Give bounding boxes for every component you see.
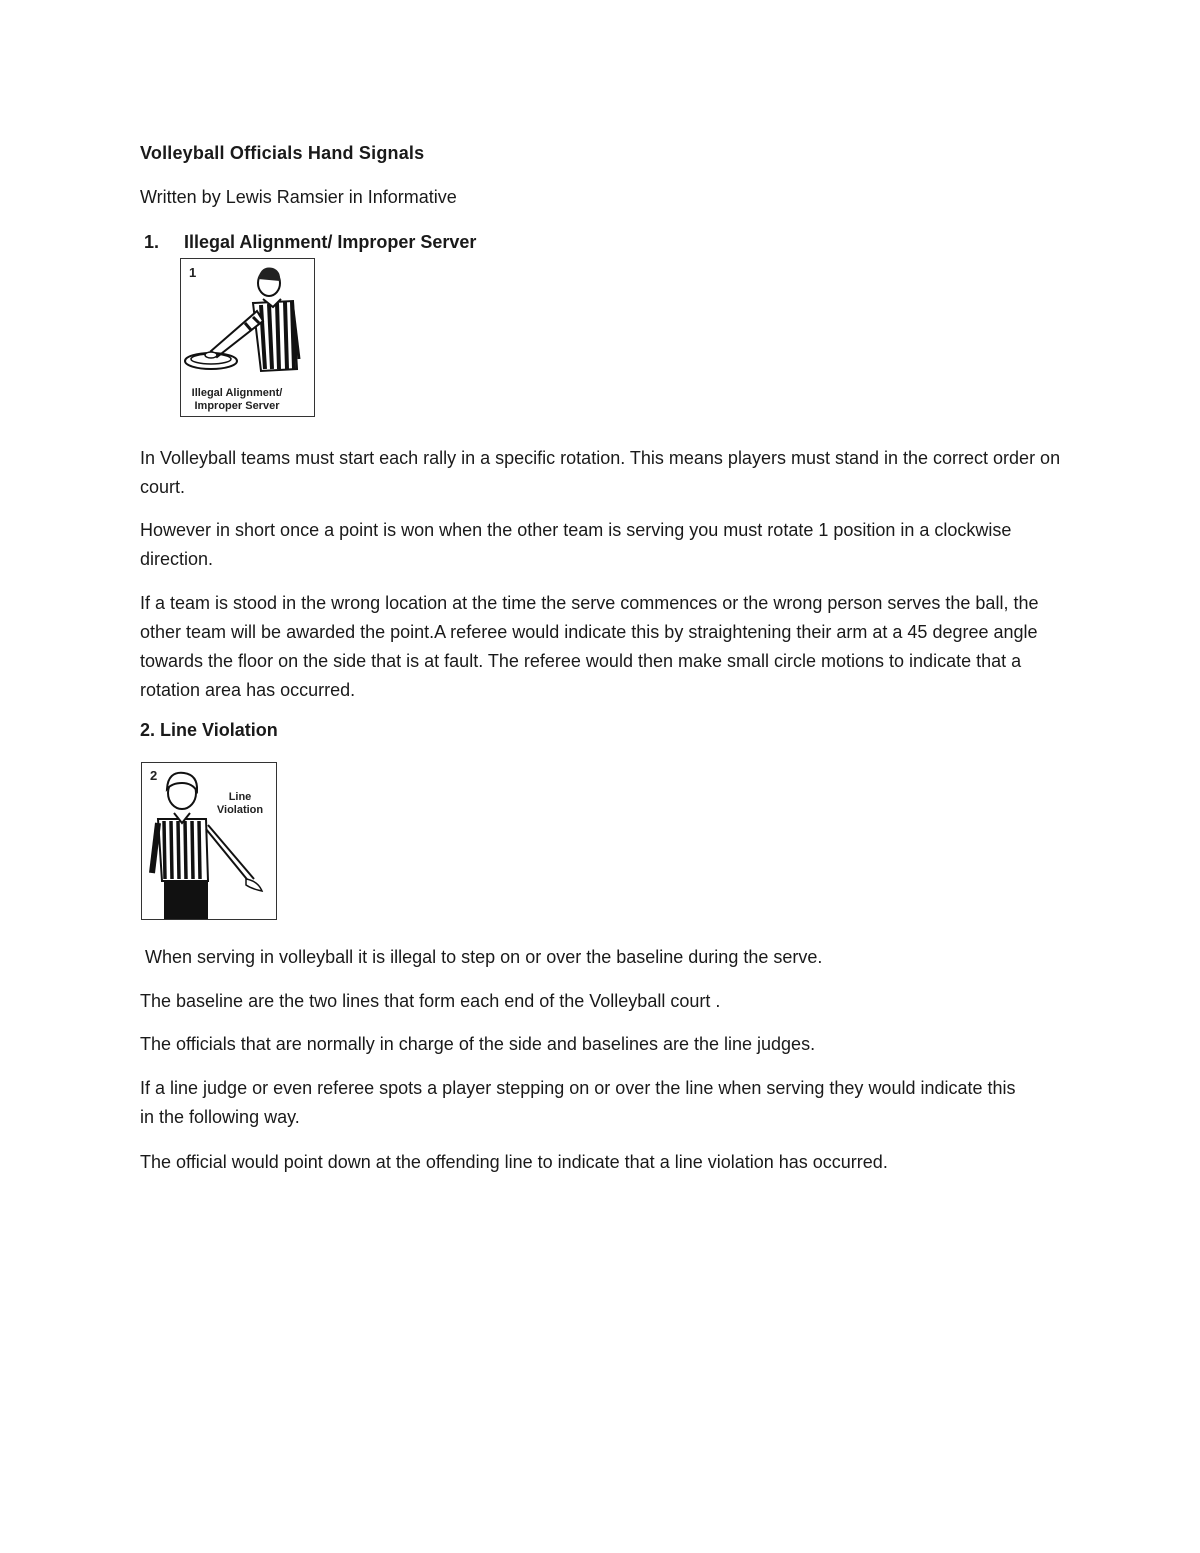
referee-line-violation-illustration [142,763,276,919]
line-violation-figure [141,762,277,920]
figure-1-number: 1 [189,265,197,280]
section-1-number: 1. [144,232,160,252]
section-1-title: Illegal Alignment/ Improper Server [184,232,477,252]
section-2-paragraph-4: If a line judge or even referee spots a player stepping on or over the line when serving they would indicate this in the following way. [140,1078,1016,1127]
section-2-paragraph-1: When serving in volleyball it is illegal to step on or over the baseline during the serve. [140,947,823,967]
document-title: Volleyball Officials Hand Signals [140,143,425,163]
figure-2-caption [212,791,268,817]
section-2-heading: 2. Line Violation [140,720,278,740]
section-1-heading [144,232,476,253]
byline: Written by Lewis Ramsier in Informative [140,187,457,207]
figure-1-caption [187,387,287,413]
figure-2-caption-line2: Violation [216,804,264,816]
section-2-paragraph-2: The baseline are the two lines that form each end of the Volleyball court . [140,991,721,1011]
section-2-paragraph-5: The official would point down at the offending line to indicate that a line violation has occurred. [140,1152,888,1172]
figure-1-caption-line2: Improper Server [194,400,280,412]
section-1-paragraph-2: However in short once a point is won when the other team is serving you must rotate 1 position in a clockwise direction. [140,520,1012,569]
figure-1-caption-line1: Illegal Alignment/ [191,387,283,399]
figure-2-number: 2 [150,768,158,783]
figure-2-caption-line1: Line [228,791,252,803]
section-1-paragraph-3: If a team is stood in the wrong location at the time the serve commences or the wrong person serves the ball, the other team will be awarded the point.A referee would indicate this by straightening their arm at a 45 degree angle towards the floor on the side that is at fault. The referee would then make small circle motions to indicate that a rotation area has occurred. [140,593,1039,700]
section-2-paragraph-3: The officials that are normally in charge of the side and baselines are the line judges. [140,1034,816,1054]
illegal-alignment-figure [180,258,315,417]
section-1-paragraph-1: In Volleyball teams must start each rally in a specific rotation. This means players must stand in the correct order on court. [140,448,1061,497]
